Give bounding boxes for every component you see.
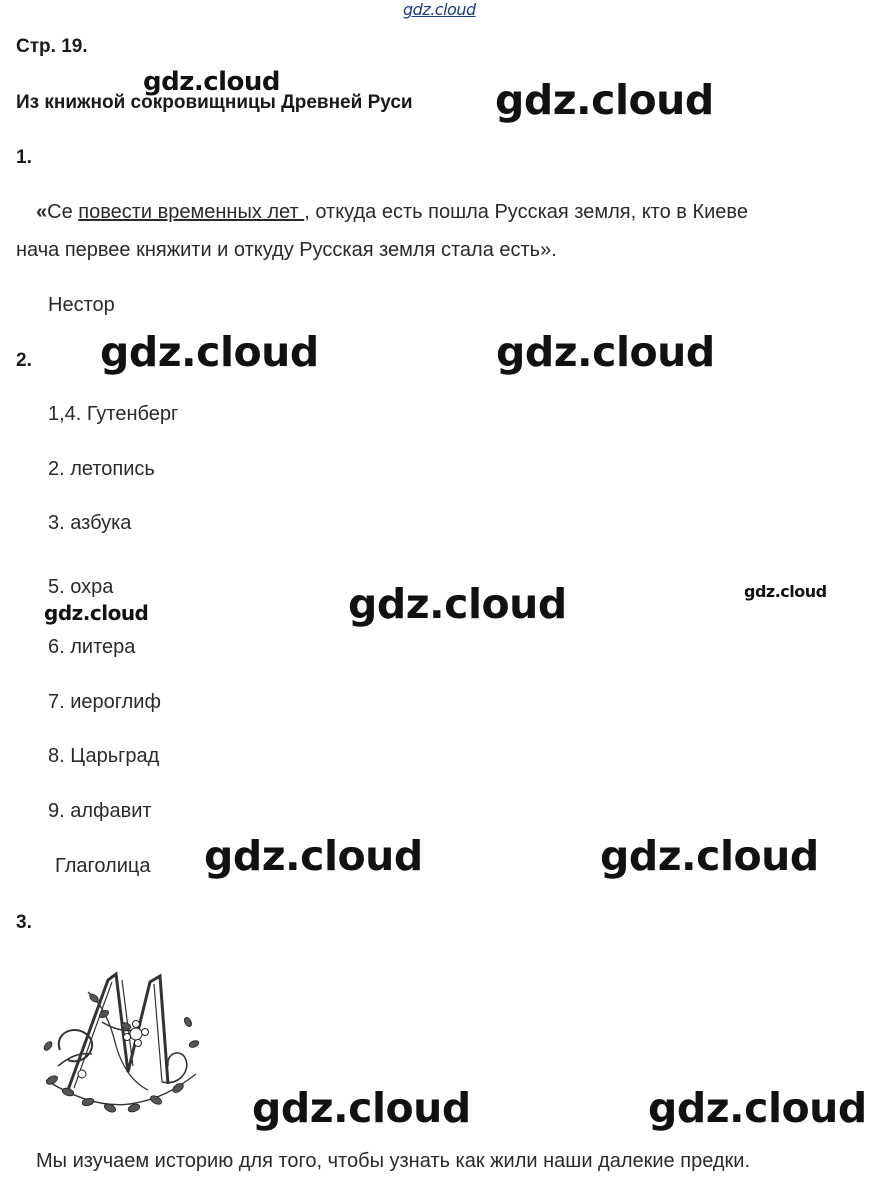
quote-line-2: нача первее княжити и откуду Русская земля стала есть». [16,239,557,261]
ornamental-initial-letter-image [38,962,203,1120]
list-item: 1,4. Гутенберг [48,403,179,425]
quote-open-mark: « [36,201,48,223]
watermark: gdz.cloud [744,582,827,601]
quote-underlined-title: повести временных лет [78,201,305,223]
watermark: gdz.cloud [204,832,423,880]
watermark: gdz.cloud [100,328,319,376]
quote-author: Нестор [48,294,115,316]
list-item: 5. охра [48,576,114,598]
watermark: gdz.cloud [496,328,715,376]
list-item: 3. азбука [48,512,132,534]
list-item: 6. литера [48,636,136,658]
list-item: 8. Царьград [48,745,160,767]
watermark: gdz.cloud [348,580,567,628]
page-reference: Стр. 19. [16,36,88,57]
quote-start: Се [47,201,79,223]
task-3-number: 3. [16,912,32,933]
list-item: 9. алфавит [48,800,152,822]
task-3-sentence: Мы изучаем историю для того, чтобы узнать как жили наши далекие предки. [36,1150,751,1172]
task-2-answer: Глаголица [55,855,151,877]
task-2-number: 2. [16,350,32,371]
watermark: gdz.cloud [495,76,714,124]
watermark: gdz.cloud [252,1084,471,1132]
list-item: 7. иероглиф [48,691,161,713]
watermark: gdz.cloud [648,1084,867,1132]
watermark: gdz.cloud [600,832,819,880]
quote-line-1 [36,201,748,224]
watermark: gdz.cloud [143,67,281,97]
list-item: 2. летопись [48,458,155,480]
watermark: gdz.cloud [44,601,149,625]
task-1-number: 1. [16,147,32,168]
watermark-top[interactable]: gdz.cloud [403,0,476,19]
quote-rest: , откуда есть пошла Русская земля, кто в Киеве [304,201,748,223]
section-title: Из книжной сокровищницы Древней Руси [16,92,413,113]
